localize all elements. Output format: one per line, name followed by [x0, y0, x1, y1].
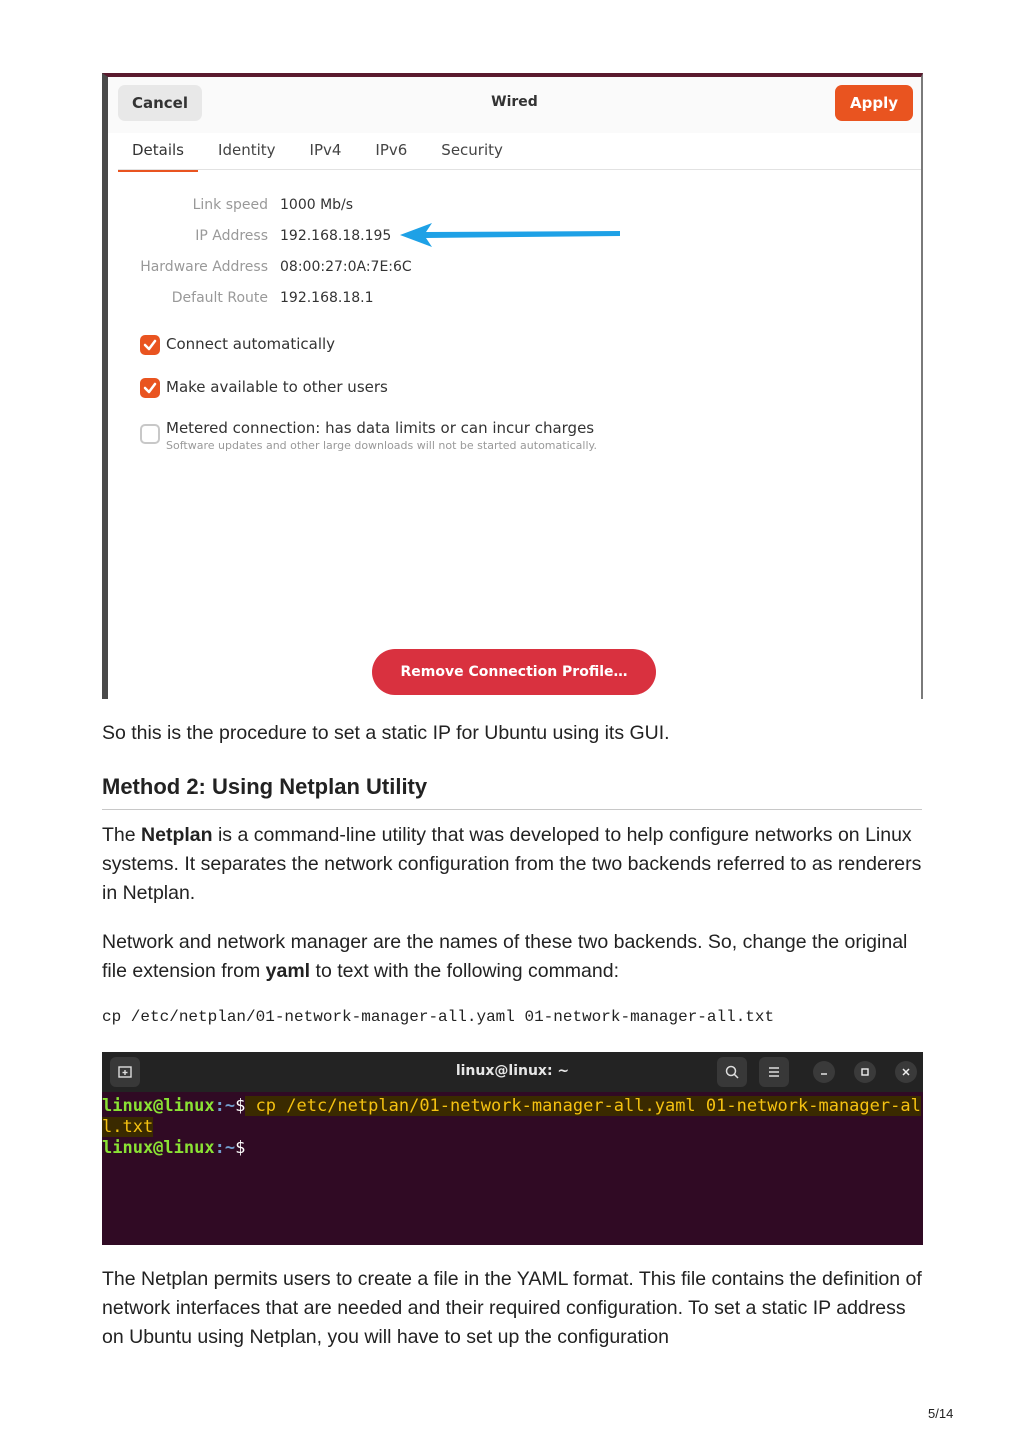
prompt-user: linux@linux	[102, 1138, 215, 1158]
maximize-icon[interactable]	[854, 1061, 876, 1083]
section-heading: Method 2: Using Netplan Utility	[102, 774, 922, 810]
minimize-glyph	[819, 1067, 829, 1077]
prompt-path: :~	[214, 1138, 236, 1158]
paragraph-netplan-intro	[102, 821, 924, 908]
page-number: 5/14	[928, 1406, 954, 1421]
connect-automatically-checkbox[interactable]	[140, 335, 160, 355]
dialog-header	[108, 77, 921, 133]
detail-label: IP Address	[195, 228, 268, 244]
bold-term: Netplan	[141, 824, 213, 846]
maximize-glyph	[860, 1067, 870, 1077]
terminal-line	[102, 1138, 923, 1159]
detail-label: Hardware Address	[140, 259, 268, 275]
available-to-others-checkbox[interactable]	[140, 378, 160, 398]
text-run: The	[102, 824, 142, 846]
detail-value: 08:00:27:0A:7E:6C	[280, 259, 412, 275]
hamburger-menu-icon[interactable]	[759, 1057, 789, 1087]
checkmark-icon	[140, 378, 160, 398]
tab-ipv6[interactable]: IPv6	[375, 141, 408, 159]
cancel-button[interactable]: Cancel	[118, 85, 202, 121]
metered-connection-checkbox[interactable]	[140, 424, 160, 444]
menu-glyph	[766, 1064, 782, 1080]
bold-term: yaml	[265, 960, 311, 982]
remove-connection-profile-button[interactable]: Remove Connection Profile…	[372, 649, 656, 695]
close-icon[interactable]	[895, 1061, 917, 1083]
tab-divider	[118, 169, 921, 170]
metered-connection-description: Software updates and other large downloads will not be started automatically.	[166, 439, 597, 452]
blue-arrow-annotation	[398, 220, 628, 250]
apply-button[interactable]: Apply	[835, 85, 913, 121]
code-command: cp /etc/netplan/01-network-manager-all.yaml 01-network-manager-all.txt	[102, 1008, 775, 1026]
terminal-line	[102, 1117, 923, 1138]
available-to-others-label: Make available to other users	[166, 378, 388, 396]
command-text-wrap: l.txt	[102, 1117, 154, 1137]
terminal-output[interactable]	[102, 1096, 923, 1159]
text-run: Network and network manager are the names of these two backends. So, change the original file extension from	[102, 931, 908, 982]
prompt-dollar: $	[235, 1138, 246, 1158]
metered-connection-label: Metered connection: has data limits or can incur charges	[166, 419, 595, 437]
tab-bar	[118, 135, 523, 169]
checkmark-icon	[140, 335, 160, 355]
prompt-path: :~	[214, 1096, 236, 1116]
prompt-user: linux@linux	[102, 1096, 215, 1116]
dialog-title: Wired	[491, 94, 538, 110]
prompt-dollar: $	[235, 1096, 246, 1116]
command-text: cp /etc/netplan/01-network-manager-all.yaml 01-network-manager-al	[245, 1096, 921, 1116]
tab-security[interactable]: Security	[441, 141, 503, 159]
tab-details[interactable]: Details	[118, 135, 198, 172]
detail-value: 192.168.18.1	[280, 290, 374, 306]
terminal-screenshot	[102, 1052, 923, 1245]
detail-hardware-address	[108, 259, 508, 283]
close-glyph	[901, 1067, 911, 1077]
network-settings-screenshot	[102, 73, 923, 699]
text-run: is a command-line utility that was developed to help configure networks on Linux systems. It separates the network configuration from the two backends referred to as renderers in Netplan.	[102, 824, 922, 904]
detail-value: 1000 Mb/s	[280, 197, 354, 213]
detail-link-speed	[108, 197, 508, 221]
paragraph-backends	[102, 928, 924, 986]
search-icon[interactable]	[717, 1057, 747, 1087]
paragraph-gui-summary: So this is the procedure to set a static IP for Ubuntu using its GUI.	[102, 722, 670, 744]
tab-ipv4[interactable]: IPv4	[309, 141, 342, 159]
terminal-line	[102, 1096, 923, 1117]
paragraph-netplan-yaml: The Netplan permits users to create a file in the YAML format. This file contains the definition of network interfaces that are needed and their required configuration. To set a static IP address on Ubuntu using Netplan, you will have to set up the configuration	[102, 1268, 922, 1348]
detail-label: Default Route	[171, 290, 268, 306]
detail-value: 192.168.18.195	[280, 228, 392, 244]
connect-automatically-label: Connect automatically	[166, 335, 336, 353]
terminal-title: linux@linux: ~	[455, 1063, 570, 1079]
terminal-titlebar	[102, 1052, 923, 1092]
detail-label: Link speed	[192, 197, 268, 213]
tab-identity[interactable]: Identity	[218, 141, 276, 159]
detail-default-route	[108, 290, 508, 314]
text-run: to text with the following command:	[310, 960, 620, 982]
magnifier-glyph	[724, 1064, 740, 1080]
minimize-icon[interactable]	[813, 1061, 835, 1083]
